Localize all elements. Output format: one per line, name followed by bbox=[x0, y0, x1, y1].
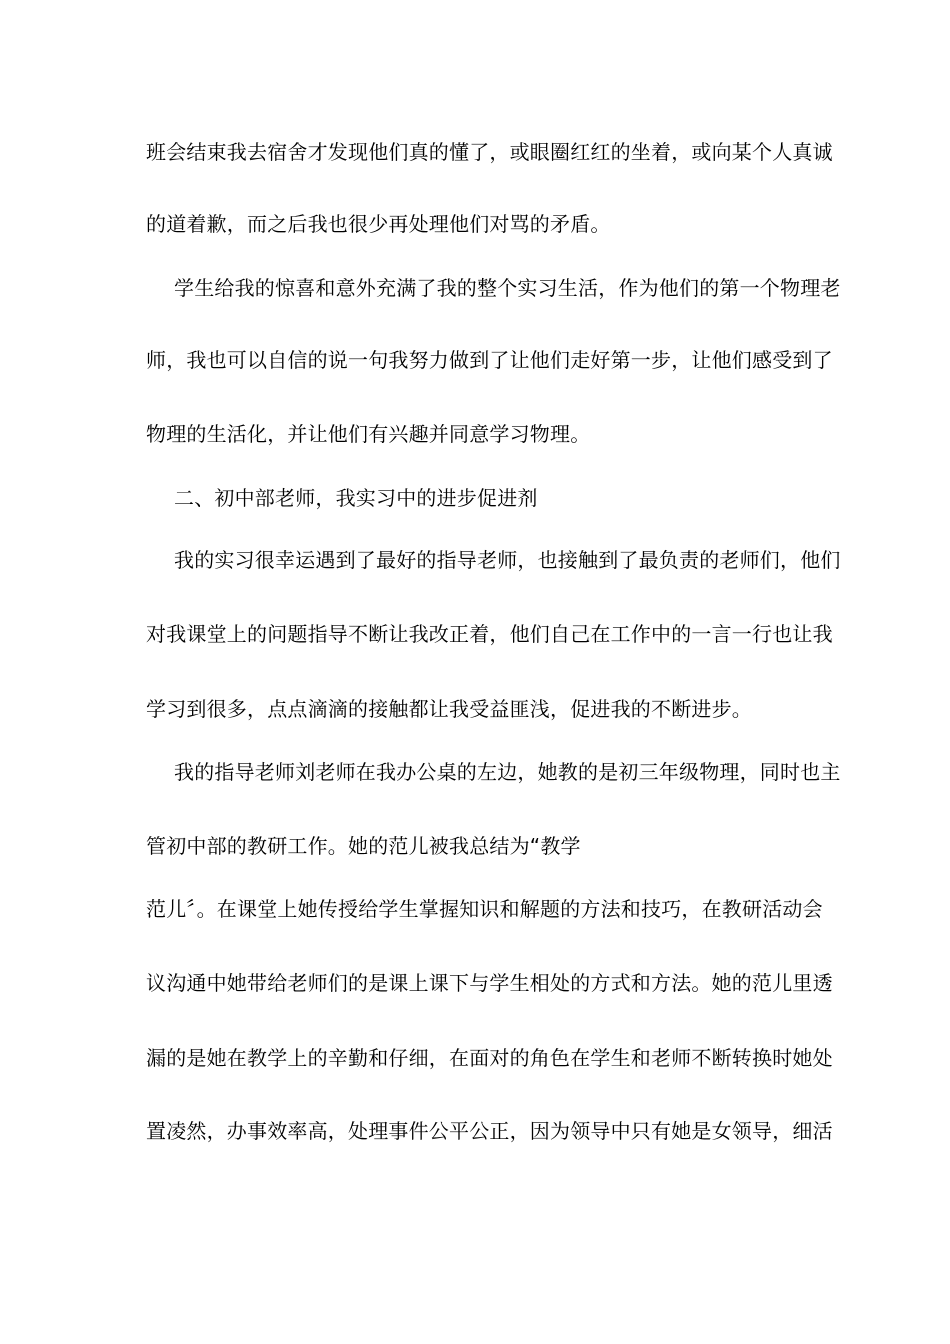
paragraph-start-line: 学生给我的惊喜和意外充满了我的整个实习生活，作为他们的第一个物理老 bbox=[174, 276, 841, 300]
text-line: 漏的是她在教学上的辛勤和仔细，在面对的角色在学生和老师不断转换时她处 bbox=[146, 1046, 833, 1070]
paragraph-start-line: 我的指导老师刘老师在我办公桌的左边，她教的是初三年级物理，同时也主 bbox=[174, 760, 841, 784]
text-line: 管初中部的教研工作。她的范儿被我总结为“教学 bbox=[146, 834, 581, 858]
paragraph-start-line: 我的实习很幸运遇到了最好的指导老师，也接触到了最负责的老师们，他们 bbox=[174, 548, 841, 572]
text-line: 对我课堂上的问题指导不断让我改正着，他们自己在工作中的一言一行也让我 bbox=[146, 622, 833, 646]
text-line: 议沟通中她带给老师们的是课上课下与学生相处的方式和方法。她的范儿里透 bbox=[146, 971, 833, 995]
text-line: 物理的生活化，并让他们有兴趣并同意学习物理。 bbox=[146, 422, 591, 446]
text-line: 的道着歉，而之后我也很少再处理他们对骂的矛盾。 bbox=[146, 212, 611, 236]
text-line: 置凌然，办事效率高，处理事件公平公正，因为领导中只有她是女领导，细活 bbox=[146, 1119, 833, 1143]
section-heading: 二、初中部老师，我实习中的进步促进剂 bbox=[174, 486, 538, 510]
text-line: 班会结束我去宿舍才发现他们真的懂了，或眼圈红红的坐着，或向某个人真诚 bbox=[146, 140, 833, 164]
text-line: 范儿〞。在课堂上她传授给学生掌握知识和解题的方法和技巧，在教研活动会 bbox=[146, 897, 823, 921]
text-line: 师，我也可以自信的说一句我努力做到了让他们走好第一步，让他们感受到了 bbox=[146, 348, 833, 372]
text-line: 学习到很多，点点滴滴的接触都让我受益匪浅，促进我的不断进步。 bbox=[146, 697, 752, 721]
